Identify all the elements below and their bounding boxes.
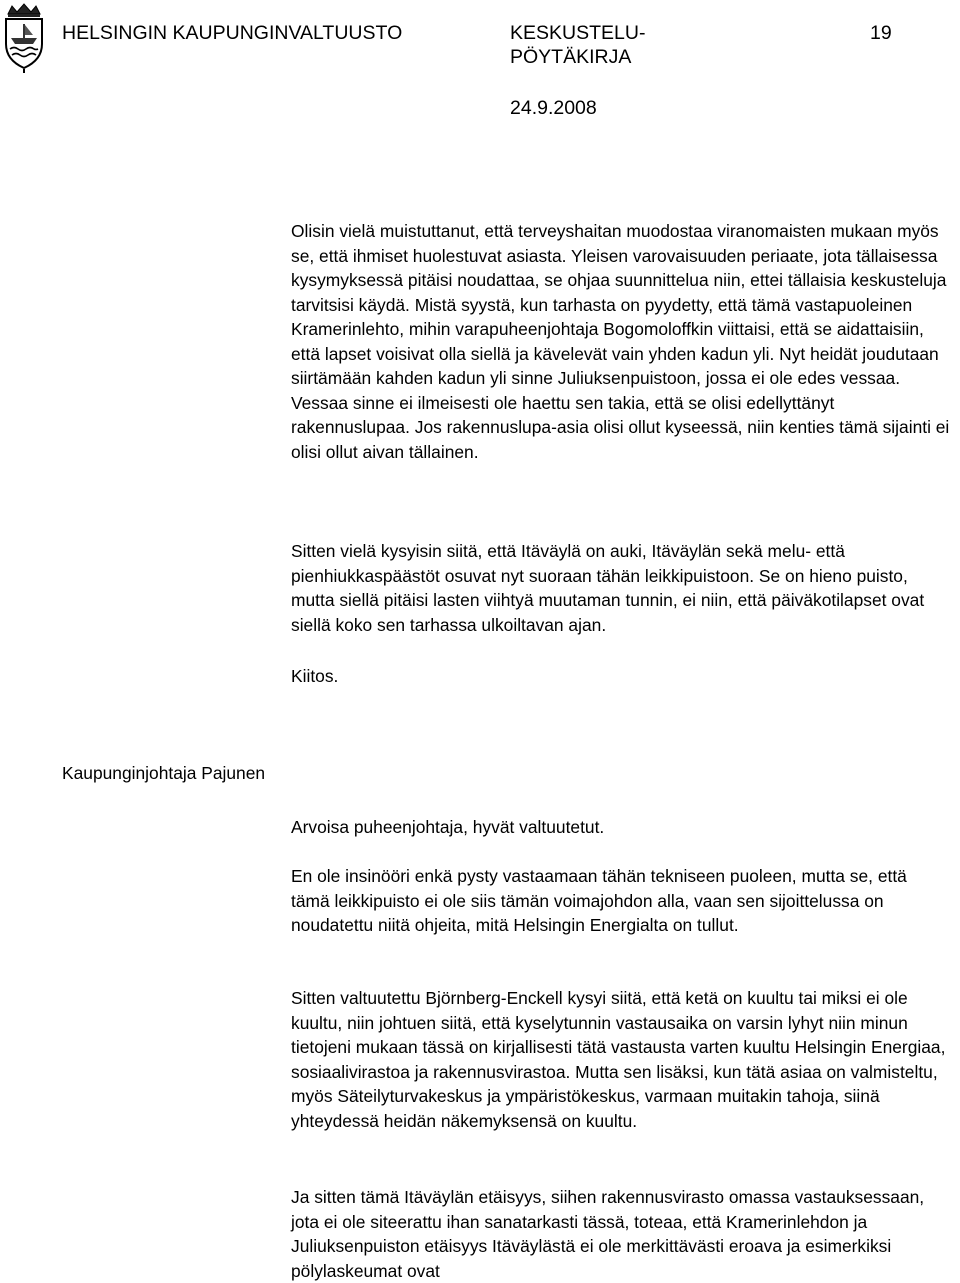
speaker-name: Kaupunginjohtaja Pajunen (62, 763, 266, 783)
paragraph-text: En ole insinööri enkä pysty vastaamaan tähän tekniseen puoleen, mutta se, että tämä leikkipuisto ei ole siis tämän voimajohdon alla, vaan sen sijoittelussa on noudatettu niitä ohjeita, mitä Helsingin Energialta on tullut. (291, 866, 907, 935)
paragraph-text: Kiitos. (291, 666, 339, 686)
page-number: 19 (870, 22, 892, 44)
paragraph-text: Sitten vielä kysyisin siitä, että Itäväylä on auki, Itäväylän sekä melu- että pienhiukkaspäästöt osuvat nyt suoraan tähän leikkipuistoon. Se on hieno puisto, mutta siellä pitäisi lasten viihtyä muutaman tunnin, ei niin, että päiväkotilapset ovat siellä koko sen tarhassa ulkoiltavan ajan. (291, 541, 925, 635)
paragraph-6 (291, 986, 951, 1133)
paragraph-text: Arvoisa puheenjohtaja, hyvät valtuutetut. (291, 817, 605, 837)
document-date: 24.9.2008 (510, 97, 597, 119)
paragraph-2 (291, 539, 955, 637)
paragraph-text: Sitten valtuutettu Björnberg-Enckell kysyi siitä, että ketä on kuultu tai miksi ei ole kuultu, niin johtuen siitä, että kyselytunnin vastausaika on varsin lyhyt niin minun tietojeni mukaan tässä on kirjallisesti tätä vastausta varten kuultu Helsingin Energiaa, sosiaalivirastoa ja rakennusvirastoa. Mutta sen lisäksi, kun tätä asiaa on valmisteltu, myös Säteilyturvakeskus ja ympäristökeskus, varmaan muitakin tahoja, siinä yhteydessä heidän näkemyksensä on kuultu. (291, 988, 946, 1131)
paragraph-1 (291, 219, 951, 464)
paragraph-4 (291, 815, 891, 840)
paragraph-3 (291, 664, 691, 689)
paragraph-7 (291, 1185, 951, 1283)
city-logo (2, 2, 46, 74)
paragraph-text: Olisin vielä muistuttanut, että terveyshaitan muodostaa viranomaisten mukaan myös se, että ihmiset huolestuvat asiasta. Yleisen varovaisuuden periaate, jota tällaisessa kysymyksessä pitäisi noudattaa, se ohjaa suunnittelua niin, ettei tällaisia keskusteluja tarvitsisi käydä. Mistä syystä, kun tarhasta on pyydetty, että tämä vastapuoleinen Kramerinlehto, mihin varapuheenjohtaja Bogomoloffkin viittaisi, että se aidattaisiin, että lapset voisivat olla siellä ja kävelevät vain yhden kadun yli. Nyt heidät joudutaan siirtämään kahden kadun yli sinne Juliuksenpuistoon, jossa ei ole edes vessaa. Vessaa sinne ei ilmeisesti ole haettu sen takia, että se olisi edellyttänyt rakennuslupaa. Jos rakennuslupa-asia olisi ollut kyseessä, niin kenties tämä sijainti ei olisi ollut aivan tällainen. (291, 221, 950, 462)
paragraph-5 (291, 864, 931, 938)
paragraph-text: Ja sitten tämä Itäväylän etäisyys, siihen rakennusvirasto omassa vastauksessaan, jota ei ole siteerattu ihan sanatarkasti tässä, toteaa, että Kramerinlehdon ja Juliuksenpuiston etäisyys Itäväylästä ei ole merkittävästi eroava ja esimerkiksi pölylaskeumat ovat (291, 1187, 925, 1281)
organization-name: HELSINGIN KAUPUNGINVALTUUSTO (62, 22, 403, 44)
document-type: KESKUSTELU-PÖYTÄKIRJA (510, 22, 646, 68)
coat-of-arms-svg (2, 2, 46, 74)
helsinki-coat-of-arms-icon (2, 61, 46, 78)
